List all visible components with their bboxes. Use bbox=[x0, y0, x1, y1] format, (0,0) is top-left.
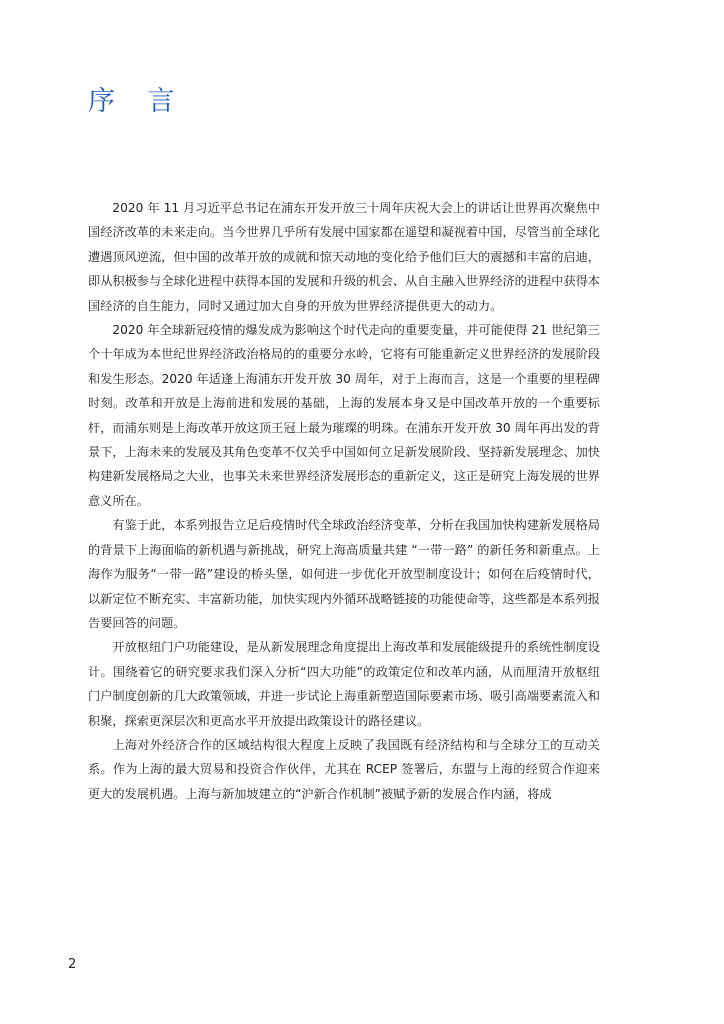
paragraph-2: 2020 年全球新冠疫情的爆发成为影响这个时代走向的重要变量，并可能使得 21 世纪第三个十年成为本世纪世界经济政治格局的的重要分水岭，它将有可能重新定义世界经济的发展阶段和发生形态。2020 年适逢上海浦东开发开放 30 周年，对于上海而言，这是一个重要的里程碑时刻。改革和开放是上海前进和发展的基础，上海的发展本身又是中国改革开放的一个重要标杆，而浦东则是上海改革开放这顶王冠上最为璀璨的明珠。在浦东开发开放 30 周年再出发的背景下，上海未来的发展及其角色变革不仅关乎中国如何立足新发展阶段、坚持新发展理念、加快构建新发展格局之大业，也事关未来世界经济发展形态的重新定义，这正是研究上海发展的世界意义所在。 bbox=[88, 323, 600, 508]
page-number: 2 bbox=[68, 957, 77, 972]
page-title: 序 言 bbox=[88, 86, 187, 117]
paragraph-1: 2020 年 11 月习近平总书记在浦东开发开放三十周年庆祝大会上的讲话让世界再次聚焦中国经济改革的未来走向。当今世界几乎所有发展中国家都在遥望和凝视着中国，尽管当前全球化遭遇顶风逆流，但中国的改革开放的成就和惊天动地的变化给予他们巨大的震撼和丰富的启迪，即从积极参与全球化进程中获得本国的发展和升级的机会、从自主融入世界经济的进程中获得本国经济的自生能力，同时又通过加大自身的开放为世界经济提供更大的动力。 bbox=[88, 201, 600, 313]
paragraph-5: 上海对外经济合作的区域结构很大程度上反映了我国既有经济结构和与全球分工的互动关系。作为上海的最大贸易和投资合作伙伴，尤其在 RCEP 签署后，东盟与上海的经贸合作迎来更大的发展机遇。上海与新加坡建立的“沪新合作机制”被赋予新的发展合作内涵，将成 bbox=[88, 737, 600, 801]
paragraph-3: 有鉴于此，本系列报告立足后疫情时代全球政治经济变革，分析在我国加快构建新发展格局的背景下上海面临的新机遇与新挑战，研究上海高质量共建 “一带一路” 的新任务和新重点。上海作为服务“一带一路”建设的桥头堡，如何进一步优化开放型制度设计；如何在后疫情时代，以新定位不断充实、丰富新功能，加快实现内外循环战略链接的功能使命等，这些都是本系列报告要回答的问题。 bbox=[88, 518, 600, 630]
body-text bbox=[88, 196, 600, 806]
paragraph-4: 开放枢纽门户功能建设，是从新发展理念角度提出上海改革和发展能级提升的系统性制度设计。围绕着它的研究要求我们深入分析“四大功能”的政策定位和改革内涵，从而厘清开放枢纽门户制度创新的几大政策领域，并进一步试论上海重新塑造国际要素市场、吸引高端要素流入和积聚，探索更深层次和更高水平开放提出政策设计的路径建议。 bbox=[88, 640, 600, 728]
